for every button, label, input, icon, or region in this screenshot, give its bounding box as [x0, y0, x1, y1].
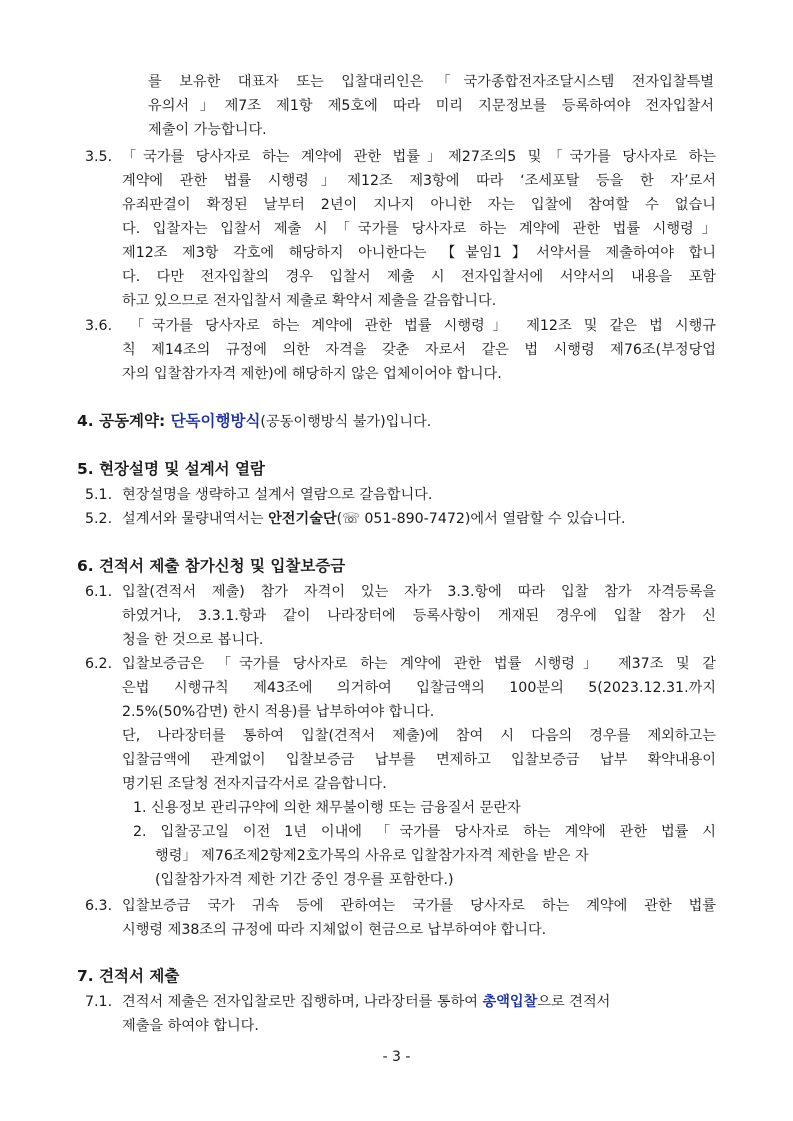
- paragraph-line: 유의서」제7조 제1항 제5호에 따라 미리 지문정보를 등록하여야 전자입찰서: [148, 98, 714, 114]
- paragraph-line: 입찰(견적서 제출) 참가 자격이 있는 자가 3.3.항에 따라 입찰 참가 자격등록을: [122, 584, 716, 600]
- paragraph-line: 청을 한 것으로 봅니다.: [122, 632, 264, 648]
- paragraph-line: [122, 990, 610, 1014]
- item-number-3-5: 3.5.: [85, 149, 113, 165]
- section-6-heading: 6. 견적서 제출 참가신청 및 입찰보증금: [77, 557, 346, 575]
- text-span: 견적서 제출은 전자입찰로만 집행하며, 나라장터를 통하여: [122, 994, 478, 1010]
- paragraph-line: 2.5%(50%감면) 한시 적용)를 납부하여야 합니다.: [122, 704, 435, 720]
- paragraph-line: 자의 입찰참가자격 제한)에 해당하지 않은 업체이어야 합니다.: [122, 366, 502, 382]
- paragraph-line: 계약에 관한 법률 시행령」제12조 제3항에 따라 ‘조세포탈 등을 한 자’로서: [122, 173, 716, 189]
- paragraph-line: 다. 입찰자는 입찰서 제출 시「국가를 당사자로 하는 계약에 관한 법률 시행령」: [122, 221, 716, 237]
- item-number-6-3: 6.3.: [85, 898, 113, 914]
- text-span: 설계서와 물량내역서는: [122, 511, 264, 527]
- bid-type-emphasis: 총액입찰: [482, 994, 538, 1010]
- paragraph-line: 유죄판결이 확정된 날부터 2년이 지나지 아니한 자는 입찰에 참여할 수 없습니: [122, 197, 716, 213]
- sub-item-1: 1. 신용정보 관리규약에 의한 채무불이행 또는 금융질서 문란자: [133, 800, 521, 816]
- item-number-5-2: 5.2.: [85, 511, 113, 527]
- paragraph-line: (입찰참가자격 제한 기간 중인 경우를 포함한다.): [155, 872, 454, 888]
- item-number-6-2: 6.2.: [85, 656, 113, 672]
- paragraph-line: 칙 제14조의 규정에 의한 자격을 갖춘 자로서 같은 법 시행령 제76조(부정당업: [122, 342, 716, 358]
- paragraph-line: 단, 나라장터를 통하여 입찰(견적서 제출)에 참여 시 다음의 경우를 제외하고는: [122, 728, 716, 744]
- paragraph-line: 입찰보증금 국가 귀속 등에 관하여는 국가를 당사자로 하는 계약에 관한 법률: [122, 898, 716, 914]
- paragraph-line: 다. 다만 전자입찰의 경우 입찰서 제출 시 전자입찰서에 서약서의 내용을 포함: [122, 269, 716, 285]
- joint-contract-note: (공동이행방식 불가)입니다.: [260, 414, 432, 430]
- text-span: (☏ 051-890-7472)에서 열람할 수 있습니다.: [336, 511, 626, 527]
- section-7-heading: 7. 견적서 제출: [77, 967, 180, 985]
- text-span: 으로 견적서: [537, 994, 611, 1010]
- section-4-title: 4. 공동계약:: [77, 412, 166, 430]
- paragraph-line: 하였거나, 3.3.1.항과 같이 나라장터에 등록사항이 게재된 경우에 입찰 참가 신: [122, 608, 716, 624]
- paragraph-line: 제출을 하여야 합니다.: [122, 1018, 259, 1034]
- paragraph-line: 「국가를 당사자로 하는 계약에 관한 법률 시행령」 제12조 및 같은 법 시행규: [130, 318, 716, 334]
- section-5-heading: 5. 현장설명 및 설계서 열람: [77, 460, 265, 478]
- paragraph-line: 를 보유한 대표자 또는 입찰대리인은「국가종합전자조달시스템 전자입찰특별: [148, 74, 714, 90]
- organization-name: 안전기술단: [268, 511, 337, 527]
- joint-contract-method: 단독이행방식: [170, 412, 261, 430]
- paragraph-line: 하고 있으므로 전자입찰서 제출로 확약서 제출을 갈음합니다.: [122, 293, 497, 309]
- paragraph-line: [122, 507, 626, 531]
- paragraph-line: 현장설명을 생략하고 설계서 열람으로 갈음합니다.: [122, 487, 433, 503]
- item-number-7-1: 7.1.: [85, 994, 113, 1010]
- paragraph-line: 시행령 제38조의 규정에 따라 지체없이 현금으로 납부하여야 합니다.: [122, 922, 547, 938]
- paragraph-line: 명기된 조달청 전자지급각서로 갈음합니다.: [122, 776, 387, 792]
- section-4-heading: [77, 409, 431, 433]
- paragraph-line: 제출이 가능합니다.: [148, 122, 267, 138]
- sub-item-2: 2. 입찰공고일 이전 1년 이내에 「국가를 당사자로 하는 계약에 관한 법률 시: [133, 824, 716, 840]
- paragraph-line: 행령」 제76조제2항제2호가목의 사유로 입찰참가자격 제한을 받은 자: [155, 848, 589, 864]
- paragraph-line: 은법 시행규칙 제43조에 의거하여 입찰금액의 100분의 5(2023.12.31.까지: [122, 680, 716, 696]
- item-number-3-6: 3.6.: [85, 318, 113, 334]
- page-number: - 3 -: [382, 1049, 411, 1065]
- paragraph-line: 「국가를 당사자로 하는 계약에 관한 법률」제27조의5 및「국가를 당사자로 하는: [122, 149, 716, 165]
- item-number-6-1: 6.1.: [85, 584, 113, 600]
- paragraph-line: 입찰보증금은 「국가를 당사자로 하는 계약에 관한 법률 시행령」 제37조 및 같: [122, 656, 716, 672]
- item-number-5-1: 5.1.: [85, 487, 113, 503]
- paragraph-line: 제12조 제3항 각호에 해당하지 아니한다는 【붙임1】서약서를 제출하여야 합니: [122, 245, 716, 261]
- paragraph-line: 입찰금액에 관계없이 입찰보증금 납부를 면제하고 입찰보증금 납부 확약내용이: [122, 752, 716, 768]
